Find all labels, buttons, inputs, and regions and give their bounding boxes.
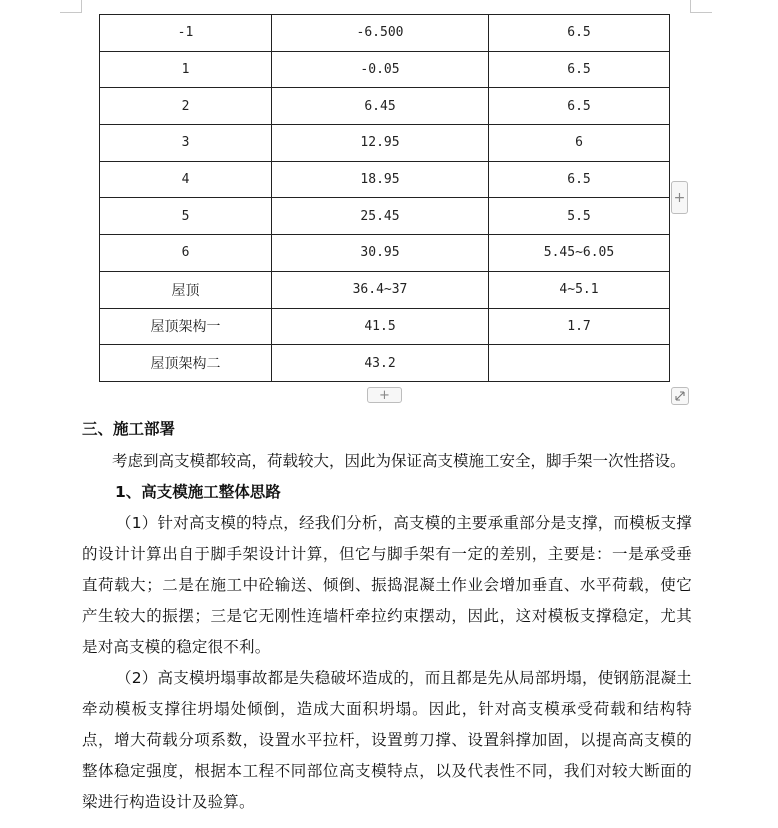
table-cell[interactable]: -6.500 <box>272 15 489 52</box>
table-cell[interactable]: 36.4~37 <box>272 271 489 308</box>
table-cell[interactable]: 6.5 <box>489 15 670 52</box>
table-cell[interactable]: 屋顶 <box>100 271 272 308</box>
table-cell[interactable]: 5 <box>100 198 272 235</box>
table-row <box>100 198 670 235</box>
table-cell[interactable]: 5.5 <box>489 198 670 235</box>
table-cell[interactable]: 6.5 <box>489 161 670 198</box>
table-row <box>100 308 670 345</box>
table-cell[interactable]: 1 <box>100 51 272 88</box>
table-row <box>100 125 670 162</box>
table-cell[interactable]: 4 <box>100 161 272 198</box>
table-cell[interactable]: 18.95 <box>272 161 489 198</box>
resize-diagonal-icon <box>674 390 686 402</box>
table-cell[interactable]: 4~5.1 <box>489 271 670 308</box>
page-corner-mark-top-right <box>690 12 712 13</box>
elevation-table <box>99 14 670 382</box>
table-cell[interactable]: 41.5 <box>272 308 489 345</box>
table-cell[interactable]: 5.45~6.05 <box>489 235 670 272</box>
table-cell[interactable]: 6 <box>100 235 272 272</box>
table-cell[interactable]: 3 <box>100 125 272 162</box>
table-cell[interactable]: 1.7 <box>489 308 670 345</box>
table-row <box>100 235 670 272</box>
table-cell[interactable]: 25.45 <box>272 198 489 235</box>
paragraph-1: （1）针对高支模的特点，经我们分析，高支模的主要承重部分是支撑，而模板支撑的设计计算出自于脚手架设计计算，但它与脚手架有一定的差别，主要是：一是承受垂直荷载大；二是在施工中砼输送、倾倒、振捣混凝土作业会增加垂直、水平荷载，使它产生较大的振摆；三是它无刚性连墙杆牵拉约束摆动，因此，这对模板支撑稳定，尤其是对高支模的稳定很不利。 <box>82 514 692 656</box>
intro-paragraph: 考虑到高支模都较高，荷载较大，因此为保证高支模施工安全，脚手架一次性搭设。 <box>112 452 686 470</box>
table-row <box>100 161 670 198</box>
page-corner-mark-top-left <box>81 0 82 12</box>
table-cell[interactable] <box>489 345 670 382</box>
table-cell[interactable]: 12.95 <box>272 125 489 162</box>
table-cell[interactable]: -0.05 <box>272 51 489 88</box>
table-cell[interactable]: 屋顶架构一 <box>100 308 272 345</box>
table-cell[interactable]: 2 <box>100 88 272 125</box>
table-row <box>100 88 670 125</box>
table-cell[interactable]: 43.2 <box>272 345 489 382</box>
table-cell[interactable]: -1 <box>100 15 272 52</box>
table-cell[interactable]: 6.5 <box>489 88 670 125</box>
paragraph-2: （2）高支模坍塌事故都是失稳破坏造成的，而且都是先从局部坍塌，使钢筋混凝土牵动模板支撑往坍塌处倾倒，造成大面积坍塌。因此，针对高支模承受荷载和结构特点，增大荷载分项系数，设置水平拉杆，设置剪刀撑、设置斜撑加固，以提高高支模的整体稳定强度，根据本工程不同部位高支模特点，以及代表性不同，我们对较大断面的梁进行构造设计及验算。 <box>82 669 692 811</box>
table-cell[interactable]: 30.95 <box>272 235 489 272</box>
table-row <box>100 15 670 52</box>
plus-icon: + <box>673 189 686 206</box>
table-row <box>100 271 670 308</box>
page-corner-mark-top-right <box>690 0 691 12</box>
table-cell[interactable]: 屋顶架构二 <box>100 345 272 382</box>
section-heading: 三、施工部署 <box>82 420 176 438</box>
page-corner-mark-top-left <box>60 12 82 13</box>
table-cell[interactable]: 6 <box>489 125 670 162</box>
add-column-button[interactable] <box>671 181 688 214</box>
table-row <box>100 345 670 382</box>
plus-icon: + <box>379 387 390 403</box>
add-row-button[interactable] <box>367 387 402 403</box>
table-resize-handle[interactable] <box>671 387 689 405</box>
sub-heading: 1、高支模施工整体思路 <box>115 483 281 501</box>
table-row <box>100 51 670 88</box>
table-cell[interactable]: 6.45 <box>272 88 489 125</box>
table-cell[interactable]: 6.5 <box>489 51 670 88</box>
